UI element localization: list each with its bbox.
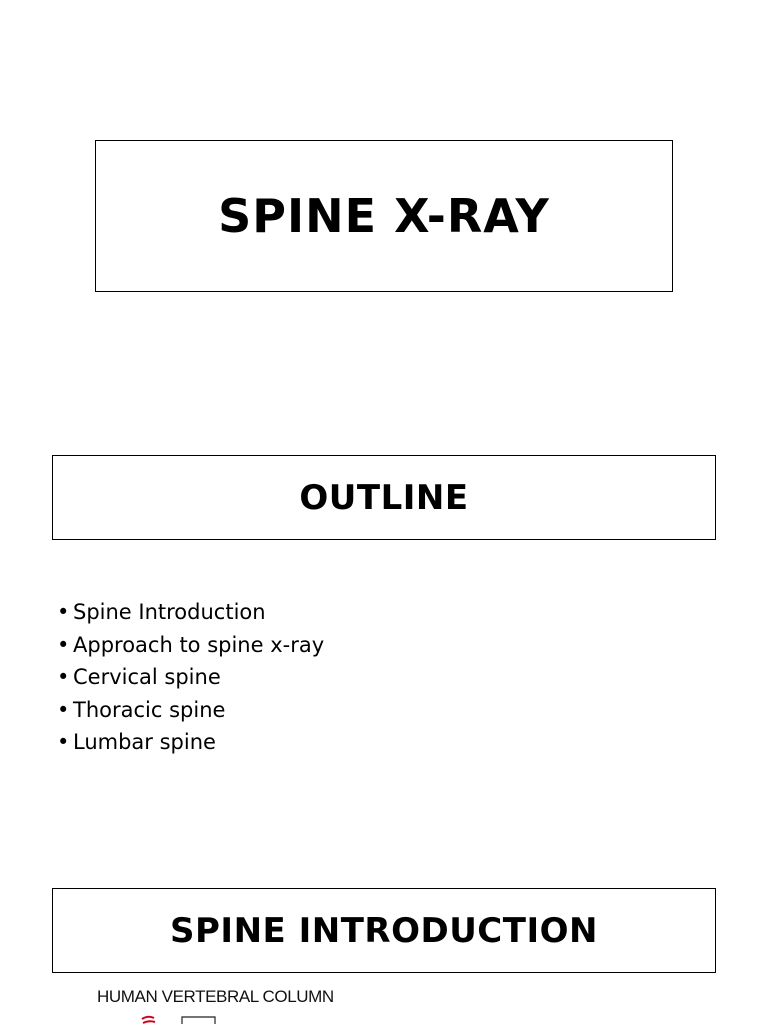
section-heading: SPINE INTRODUCTION [170, 910, 598, 951]
outline-heading-box [52, 455, 716, 540]
list-item-label: Approach to spine x-ray [73, 632, 325, 657]
list-item-label: Cervical spine [73, 665, 221, 689]
list-item [57, 661, 324, 694]
section-heading-box [52, 888, 716, 973]
outline-heading: OUTLINE [299, 477, 469, 518]
list-item [57, 629, 324, 662]
vertebral-column-figure [138, 1010, 218, 1024]
list-item [57, 694, 324, 727]
page-title: SPINE X-RAY [218, 189, 550, 243]
bullet-icon: • [57, 730, 70, 754]
list-item [57, 726, 324, 759]
bullet-icon: • [57, 665, 70, 689]
list-item-label: Thoracic spine [73, 697, 226, 722]
bullet-icon: • [57, 632, 70, 657]
bullet-icon: • [57, 697, 70, 722]
figure-curve-mark [142, 1017, 154, 1019]
figure-caption: HUMAN VERTEBRAL COLUMN [97, 987, 334, 1006]
list-item-label: Lumbar spine [73, 730, 216, 754]
list-item-label: Spine Introduction [73, 600, 266, 624]
title-slide-box [95, 140, 673, 292]
figure-bracket-line [182, 1017, 215, 1024]
list-item [57, 596, 324, 629]
outline-list [57, 596, 324, 759]
bullet-icon: • [57, 600, 70, 624]
figure-curve-mark [143, 1021, 155, 1023]
